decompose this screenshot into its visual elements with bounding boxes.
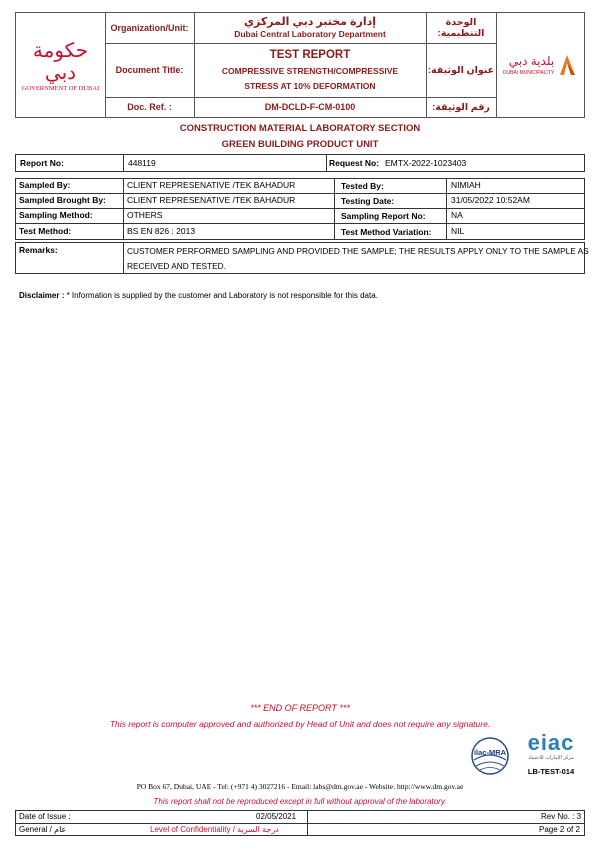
remarks-line-2: RECEIVED AND TESTED. — [127, 261, 226, 271]
end-of-report: *** END OF REPORT *** — [250, 703, 350, 713]
unit-title: GREEN BUILDING PRODUCT UNIT — [221, 139, 379, 150]
report-no-label: Report No: — [20, 158, 64, 168]
disclaimer-text: * Information is supplied by the customer and Laboratory is not responsible for this data. — [66, 291, 378, 300]
sampled-by-value: CLIENT REPRESENATIVE /TEK BAHADUR — [127, 180, 296, 190]
report-number-row — [15, 154, 585, 172]
eiac-wordmark: eiac — [527, 730, 575, 755]
sampled-by-label: Sampled By: — [19, 180, 71, 190]
accreditation-code: LB-TEST-014 — [527, 767, 575, 776]
tested-by-value: NIMIAH — [451, 180, 481, 190]
government-of-dubai-logo — [16, 13, 105, 117]
level-of-confidentiality: Level of Confidentiality / درجة السرية — [150, 825, 279, 834]
revision-number: Rev No. : 3 — [541, 812, 582, 821]
remarks-label: Remarks: — [19, 245, 58, 255]
dubai-municipality-emblem-icon — [557, 53, 577, 77]
classification-general: General / عام — [19, 825, 67, 834]
sampled-brought-by-label: Sampled Brought By: — [19, 195, 106, 205]
sampling-method-label: Sampling Method: — [19, 210, 93, 220]
disclaimer — [19, 291, 378, 300]
document-header — [15, 12, 585, 118]
logo-english-text: DUBAI MUNICIPALITY — [502, 70, 555, 76]
logo-english-text: GOVERNMENT OF DUBAI — [21, 84, 100, 92]
remarks-line-1: CUSTOMER PERFORMED SAMPLING AND PROVIDED THE SAMPLE; THE RESULTS APPLY ONLY TO THE SAMPLE AS — [127, 246, 589, 256]
document-title-label: Document Title: — [115, 65, 184, 75]
organization-value — [194, 13, 426, 43]
logo-arabic-script: حكومة دبي — [32, 37, 89, 84]
request-no-value: EMTX-2022-1023403 — [385, 158, 467, 168]
doc-ref-label-arabic: رقم الوثيقة: — [432, 101, 490, 113]
organization-label: Organization/Unit: — [110, 23, 189, 33]
logo-arabic-script: بلدية دبي — [508, 54, 555, 68]
sampling-report-no-value: NA — [451, 210, 463, 220]
section-title: CONSTRUCTION MATERIAL LABORATORY SECTION — [179, 123, 421, 134]
request-no-label: Request No: — [329, 158, 380, 168]
document-title-value — [194, 43, 426, 97]
eiac-logo — [516, 731, 586, 779]
page-number: Page 2 of 2 — [539, 825, 580, 834]
report-no-value: 448119 — [128, 158, 156, 168]
test-method-value: BS EN 826 : 2013 — [127, 226, 196, 236]
organization-english: Dubai Central Laboratory Department — [234, 29, 386, 39]
testing-date-value: 31/05/2022 10:52AM — [451, 195, 530, 205]
ilac-mra-logo — [470, 736, 510, 776]
test-method-variation-value: NIL — [451, 226, 465, 236]
tested-by-label: Tested By: — [341, 181, 384, 191]
ilac-label: ilac-MRA — [473, 748, 507, 757]
date-of-issue-value: 02/05/2021 — [256, 812, 297, 821]
dubai-municipality-logo — [496, 13, 584, 117]
doc-ref-value: DM-DCLD-F-CM-0100 — [264, 102, 356, 112]
sampling-details-table — [15, 178, 585, 240]
title-line-2: STRESS AT 10% DEFORMATION — [244, 80, 376, 91]
report-type: TEST REPORT — [269, 48, 351, 61]
organization-arabic: إدارة مختبر دبي المركزي — [243, 16, 377, 28]
eiac-arabic: مركز الإمارات للاعتماد — [528, 755, 574, 761]
approval-note: This report is computer approved and authorized by Head of Unit and does not require any signature. — [109, 719, 491, 729]
footer-address: PO Box 67, Dubai, UAE - Tel: (+971 4) 3027216 - Email: labs@dm.gov.ae - Website: http://www.dm.gov.ae — [136, 782, 464, 791]
doc-ref-label: Doc. Ref. : — [127, 102, 172, 112]
reproduction-notice: This report shall not be reproduced except in full without approval of the laboratory. — [153, 797, 447, 806]
sampling-method-value: OTHERS — [127, 210, 163, 220]
title-line-1: COMPRESSIVE STRENGTH/COMPRESSIVE — [221, 65, 399, 76]
disclaimer-label: Disclaimer : — [19, 291, 67, 300]
organization-label-arabic: الوحدة التنظيمية: — [437, 17, 485, 39]
sampling-report-no-label: Sampling Report No: — [341, 211, 426, 221]
date-of-issue-label: Date of Issue : — [19, 812, 71, 821]
testing-date-label: Testing Date: — [341, 196, 395, 206]
document-title-label-arabic: عنوان الوثيقة: — [427, 64, 495, 76]
test-method-variation-label: Test Method Variation: — [341, 227, 432, 237]
footer-table — [15, 810, 585, 836]
test-method-label: Test Method: — [19, 226, 72, 236]
sampled-brought-by-value: CLIENT REPRESENATIVE /TEK BAHADUR — [127, 195, 296, 205]
